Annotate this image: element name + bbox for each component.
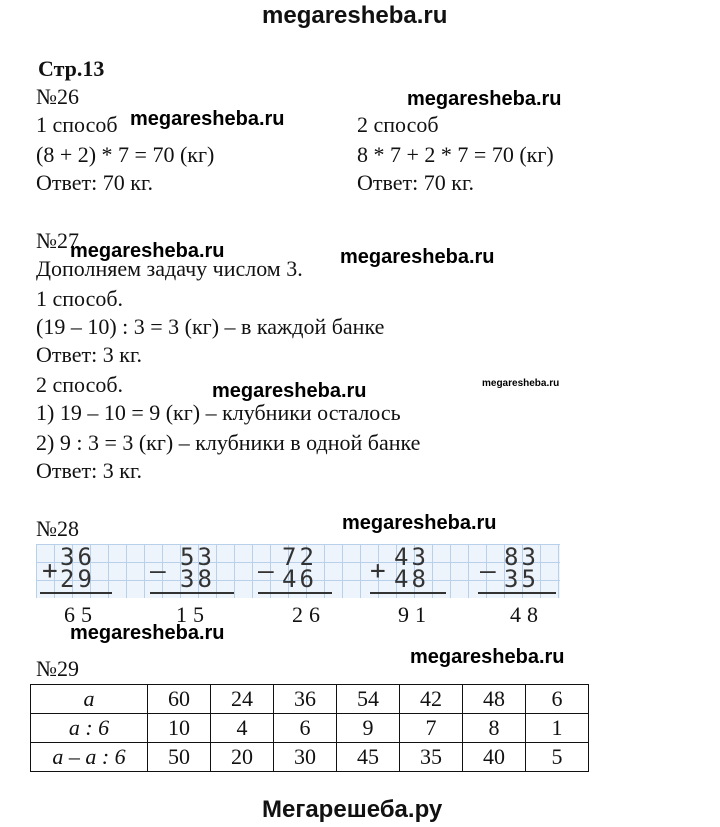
table-cell: 9	[337, 714, 400, 743]
task26-method2-expr: 8 * 7 + 2 * 7 = 70 (кг)	[357, 142, 554, 167]
task28-number: №28	[36, 516, 79, 541]
table-cell: 8	[463, 714, 526, 743]
operation-sign: –	[480, 556, 496, 586]
operation-sign: –	[150, 556, 166, 586]
table-row	[31, 714, 589, 743]
table-cell: 54	[337, 685, 400, 714]
task26-number: №26	[36, 84, 79, 109]
watermark: megaresheba.ru	[410, 646, 565, 668]
row-label: a – a : 6	[31, 743, 148, 772]
row-label: a	[31, 685, 148, 714]
task27-line: Дополняем задачу числом 3.	[36, 256, 303, 281]
task27-number: №27	[36, 228, 79, 253]
watermark: megaresheba.ru	[407, 88, 562, 110]
watermark-bottom: Мегарешеба.ру	[262, 796, 443, 823]
task29-number: №29	[36, 656, 79, 681]
table-cell: 40	[463, 743, 526, 772]
task27-line: Ответ: 3 кг.	[36, 458, 142, 483]
table-cell: 48	[463, 685, 526, 714]
operation-top-number: 83	[504, 543, 539, 571]
operation-line	[40, 592, 112, 594]
operation-line	[370, 592, 446, 594]
table-cell: 42	[400, 685, 463, 714]
table-row	[31, 685, 589, 714]
table-cell: 30	[274, 743, 337, 772]
task27-line: 1) 19 – 10 = 9 (кг) – клубники осталось	[36, 400, 401, 425]
task27-line: (19 – 10) : 3 = 3 (кг) – в каждой банке	[36, 314, 385, 339]
operation-line	[150, 592, 234, 594]
operation-line	[478, 592, 556, 594]
watermark: megaresheba.ru	[130, 108, 285, 130]
table-cell: 6	[274, 714, 337, 743]
watermark-small: megaresheba.ru	[482, 378, 560, 389]
watermark: megaresheba.ru	[342, 512, 497, 534]
operation-sign: +	[370, 556, 386, 586]
task27-line: 1 способ.	[36, 286, 124, 311]
task27-line: Ответ: 3 кг.	[36, 342, 142, 367]
operation-sign: –	[258, 556, 274, 586]
table-cell: 10	[148, 714, 211, 743]
operation-result: 15	[176, 602, 210, 627]
task26-method2-title: 2 способ	[357, 112, 439, 137]
operation-result: 48	[510, 602, 544, 627]
table-cell: 50	[148, 743, 211, 772]
task27-line: 2 способ.	[36, 372, 124, 397]
watermark-top: megaresheba.ru	[262, 2, 448, 29]
table-cell: 6	[526, 685, 589, 714]
task26-method1-answer: Ответ: 70 кг.	[36, 170, 153, 195]
table-cell: 7	[400, 714, 463, 743]
table-cell: 45	[337, 743, 400, 772]
values-table	[30, 684, 589, 772]
operation-top-number: 43	[394, 543, 429, 571]
task26-method2-answer: Ответ: 70 кг.	[357, 170, 474, 195]
operation-sign: +	[42, 556, 58, 586]
watermark: megaresheba.ru	[340, 246, 495, 268]
table-cell: 60	[148, 685, 211, 714]
operation-top-number: 53	[180, 543, 215, 571]
watermark: megaresheba.ru	[70, 240, 225, 262]
table-cell: 36	[274, 685, 337, 714]
row-label: a : 6	[31, 714, 148, 743]
table-row	[31, 743, 589, 772]
task26-method1-expr: (8 + 2) * 7 = 70 (кг)	[36, 142, 215, 167]
operation-top-number: 36	[60, 543, 95, 571]
operation-bottom-number: 46	[282, 565, 317, 593]
operation-result: 65	[64, 602, 98, 627]
operation-line	[258, 592, 332, 594]
table-cell: 20	[211, 743, 274, 772]
watermark: megaresheba.ru	[212, 380, 367, 402]
table-cell: 5	[526, 743, 589, 772]
table-cell: 35	[400, 743, 463, 772]
table-cell: 4	[211, 714, 274, 743]
operation-bottom-number: 38	[180, 565, 215, 593]
table-cell: 24	[211, 685, 274, 714]
operation-bottom-number: 48	[394, 565, 429, 593]
operation-bottom-number: 29	[60, 565, 95, 593]
operation-result: 26	[292, 602, 326, 627]
watermark: megaresheba.ru	[70, 622, 225, 644]
operation-top-number: 72	[282, 543, 317, 571]
task27-line: 2) 9 : 3 = 3 (кг) – клубники в одной банке	[36, 430, 421, 455]
operation-result: 91	[398, 602, 432, 627]
table-cell: 1	[526, 714, 589, 743]
operation-bottom-number: 35	[504, 565, 539, 593]
task26-method1-title: 1 способ	[36, 112, 118, 137]
page-title: Стр.13	[38, 56, 105, 81]
